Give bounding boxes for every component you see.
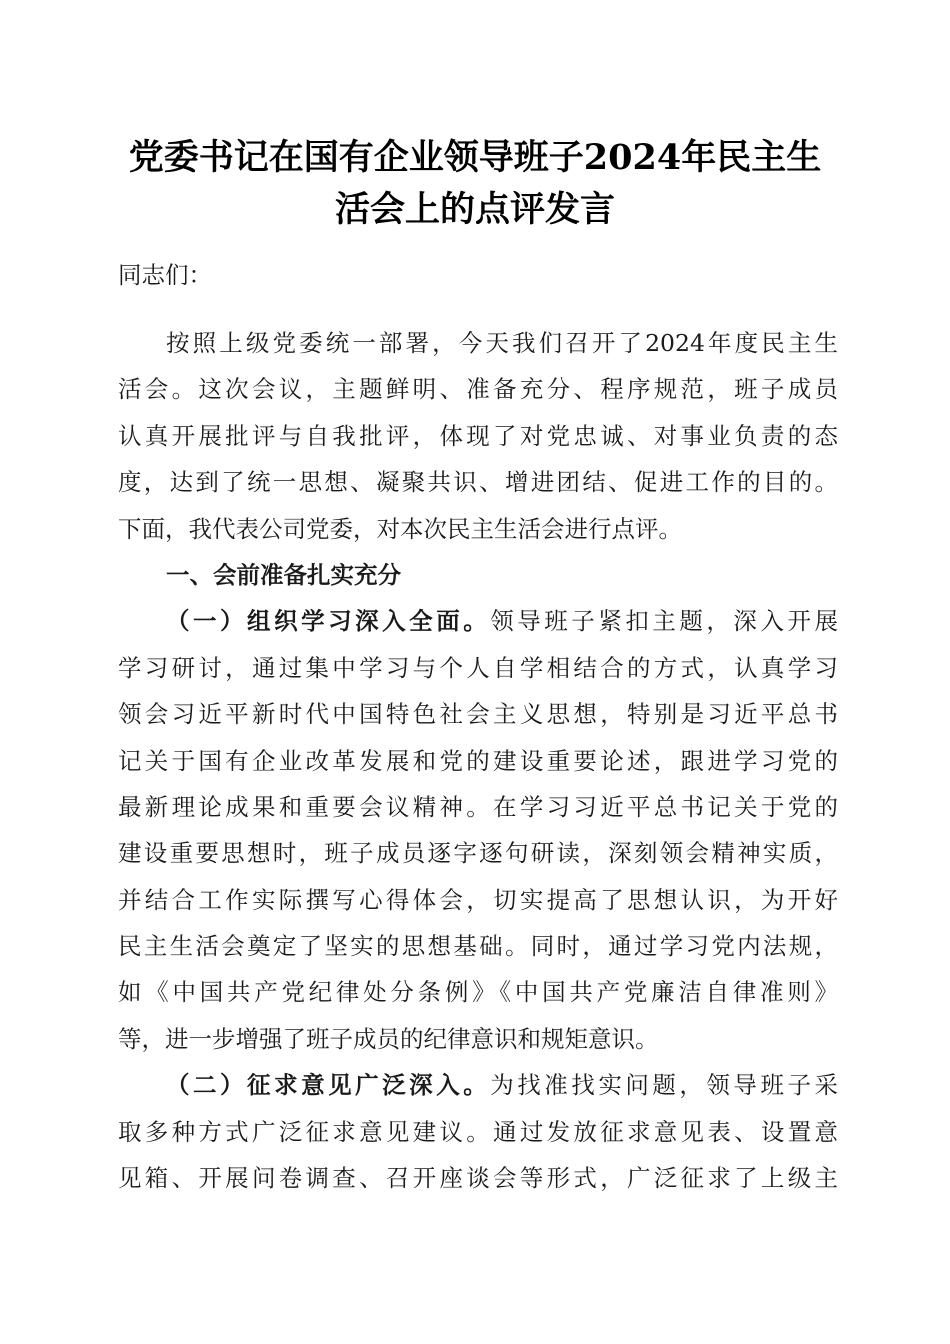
document-title bbox=[80, 132, 870, 236]
paragraph-line: 民主生活会奠定了坚实的思想基础。同时，通过学习党内法规， bbox=[118, 932, 838, 961]
paragraph-line: 记关于国有企业改革发展和党的建设重要论述，跟进学习党的 bbox=[118, 746, 838, 775]
section-heading: 一、会前准备扎实充分 bbox=[166, 560, 401, 589]
paragraph-line: 等，进一步增强了班子成员的纪律意识和规矩意识。 bbox=[118, 1024, 659, 1053]
subsection-first-rest: 为找准找实问题，领导班子采 bbox=[490, 1071, 838, 1100]
paragraph-line: 度，达到了统一思想、凝聚共识、增进团结、促进工作的目的。 bbox=[118, 468, 838, 497]
paragraph-line: 取多种方式广泛征求意见建议。通过发放征求意见表、设置意 bbox=[118, 1117, 838, 1146]
paragraph-line: 认真开展批评与自我批评，体现了对党忠诚、对事业负责的态 bbox=[118, 421, 838, 450]
document-body bbox=[118, 320, 838, 1201]
paragraph-line: 建设重要思想时，班子成员逐字逐句研读，深刻领会精神实质， bbox=[118, 839, 838, 868]
subsection-lead: （二）征求意见广泛深入。 bbox=[166, 1071, 491, 1100]
paragraph-line: 下面，我代表公司党委，对本次民主生活会进行点评。 bbox=[118, 514, 682, 543]
paragraph-line: 并结合工作实际撰写心得体会，切实提高了思想认识，为开好 bbox=[118, 885, 838, 914]
paragraph-line: 见箱、开展问卷调查、召开座谈会等形式，广泛征求了上级主 bbox=[118, 1164, 838, 1193]
subsection-first-rest: 领导班子紧扣主题，深入开展 bbox=[490, 607, 838, 636]
paragraph-line: 领会习近平新时代中国特色社会主义思想，特别是习近平总书 bbox=[118, 700, 838, 729]
paragraph-line: 学习研讨，通过集中学习与个人自学相结合的方式，认真学习 bbox=[118, 653, 838, 682]
paragraph-line: 最新理论成果和重要会议精神。在学习习近平总书记关于党的 bbox=[118, 792, 838, 821]
title-line-1: 党委书记在国有企业领导班子2024年民主生 bbox=[128, 137, 822, 178]
subsection-lead: （一）组织学习深入全面。 bbox=[166, 607, 491, 636]
title-line-2: 活会上的点评发言 bbox=[334, 189, 615, 230]
salutation: 同志们： bbox=[118, 261, 212, 289]
paragraph-line: 如《中国共产党纪律处分条例》《中国共产党廉洁自律准则》 bbox=[118, 978, 838, 1007]
paragraph-line: 活会。这次会议，主题鲜明、准备充分、程序规范，班子成员 bbox=[118, 375, 838, 404]
paragraph-line: 按照上级党委统一部署，今天我们召开了2024年度民主生 bbox=[166, 329, 838, 357]
subsection-first-line bbox=[118, 1062, 838, 1108]
subsection-first-line bbox=[118, 598, 838, 644]
